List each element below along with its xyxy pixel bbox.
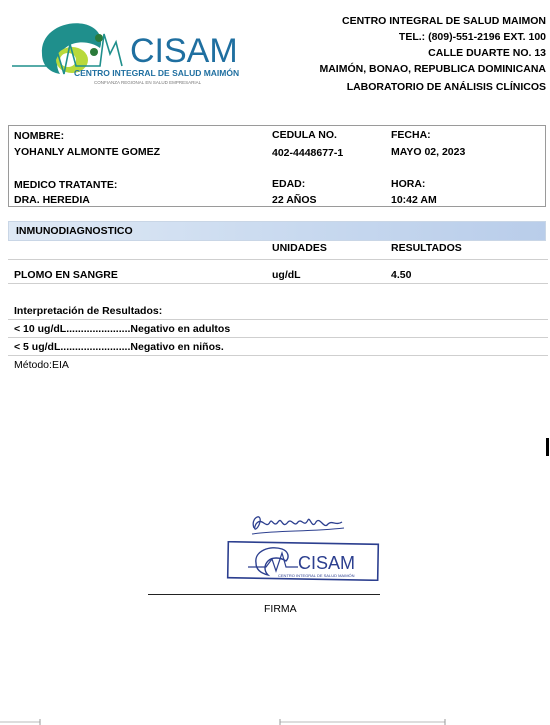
stamp-wordmark: CISAM (298, 553, 356, 573)
time-label: HORA: (391, 178, 426, 190)
interpretation-title: Interpretación de Resultados: (14, 305, 163, 317)
divider (8, 319, 548, 320)
clinic-stamp (226, 541, 380, 581)
doctor-name: DRA. HEREDIA (14, 194, 90, 206)
test-value: 4.50 (391, 269, 412, 281)
test-name: PLOMO EN SANGRE (14, 269, 118, 281)
name-label: NOMBRE: (14, 130, 65, 142)
org-street: CALLE DUARTE NO. 13 (428, 47, 546, 59)
method-text: Método:EIA (14, 359, 69, 371)
test-units: ug/dL (272, 269, 301, 281)
stamp-swoosh-icon (256, 548, 288, 575)
logo-subtitle: CENTRO INTEGRAL DE SALUD MAIMÓN (74, 68, 240, 78)
interpretation-adults: < 10 ug/dL......................Negativo en adultos (14, 323, 231, 335)
report-date: MAYO 02, 2023 (391, 146, 466, 158)
patient-age: 22 AÑOS (272, 194, 317, 206)
age-label: EDAD: (272, 178, 306, 190)
org-name: CENTRO INTEGRAL DE SALUD MAIMON (342, 15, 546, 27)
patient-id: 402-4448677-1 (272, 147, 344, 159)
signature-line (148, 594, 380, 595)
report-time: 10:42 AM (391, 194, 437, 206)
units-column-header: UNIDADES (272, 242, 327, 254)
stamp-subtitle: CENTRO INTEGRAL DE SALUD MAIMÓN (278, 573, 355, 578)
patient-info-box (8, 125, 546, 207)
patient-name: YOHANLY ALMONTE GOMEZ (14, 146, 161, 158)
divider (8, 337, 548, 338)
divider (8, 355, 548, 356)
section-title: INMUNODIAGNOSTICO (16, 225, 133, 237)
id-label: CEDULA NO. (272, 129, 337, 141)
divider (8, 283, 548, 284)
logo-wordmark: CISAM (130, 32, 238, 70)
cisam-logo (12, 14, 250, 90)
interpretation-children: < 5 ug/dL........................Negativo en niños. (14, 341, 224, 353)
org-department: LABORATORIO DE ANÁLISIS CLÍNICOS (346, 81, 546, 93)
page-footer-marks (0, 718, 550, 725)
signature-label: FIRMA (264, 603, 297, 615)
divider (8, 259, 548, 260)
date-label: FECHA: (391, 129, 431, 141)
results-column-header: RESULTADOS (391, 242, 462, 254)
org-phone: TEL.: (809)-551-2196 EXT. 100 (398, 31, 546, 43)
section-header (8, 221, 546, 241)
doctor-label: MEDICO TRATANTE: (14, 179, 118, 191)
edge-mark (546, 438, 549, 456)
org-city: MAIMÓN, BONAO, REPUBLICA DOMINICANA (319, 63, 546, 75)
handwritten-signature (248, 508, 348, 538)
logo-tagline: CONFIANZA REGIONAL EN SALUD EMPRESARIAL (94, 80, 202, 85)
